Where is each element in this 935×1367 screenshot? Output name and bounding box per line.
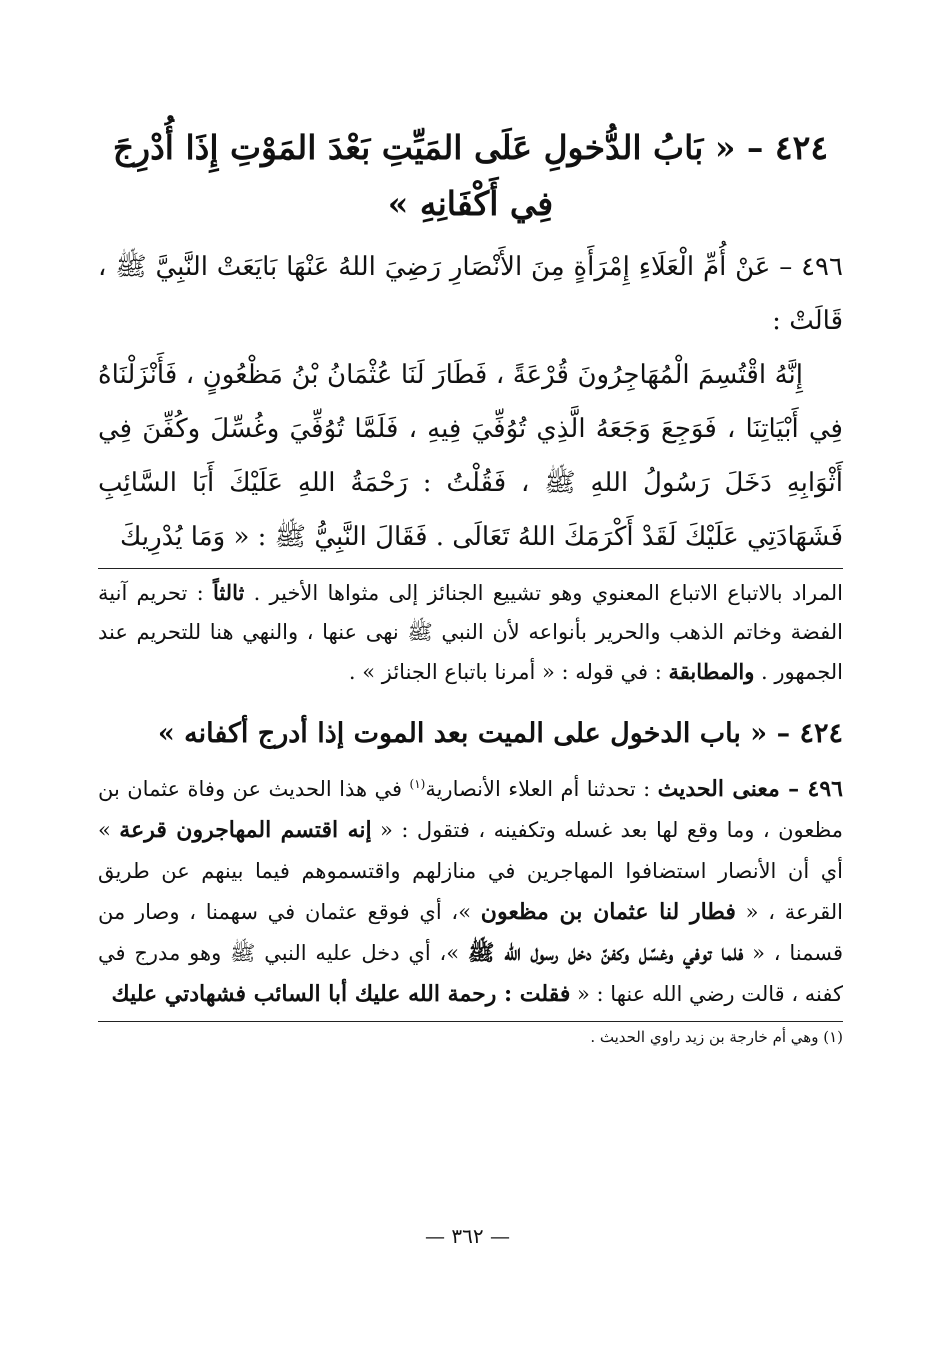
chapter-title: ٤٢٤ – « بَابُ الدُّخولِ عَلَى المَيِّتِ بَعْدَ المَوْتِ إِذَا أُدْرِجَ فِي أَكْفَانِهِ » [112,128,829,223]
quote-4: فقلت : رحمة الله عليك أبا السائب فشهادتي عليك [111,981,571,1007]
third-point-label: ثالثاً [212,580,245,605]
correspondence-label: والمطابقة [668,659,755,684]
explanation-text-1: : تحدثنا أم العلاء الأنصارية [425,777,651,801]
explanation-text-3: » أي أن الأنصار استضافوا المهاجرين في منازلهم واقتسموهم فيما بينهم عن طريق القرعة ، « [98,818,843,924]
quote-2: فطار لنا عثمان بن مظعون [480,899,736,925]
commentary-paragraph [98,573,843,692]
footnote-reference: (١) [409,777,426,791]
hadith-block [98,240,843,564]
explanation-label: ٤٩٦ – معنى الحديث [657,776,843,802]
quote-1: إنه اقتسم المهاجرون قرعة [119,817,372,843]
commentary-text-3: : في قوله : « أمرنا باتباع الجنائز » . [348,660,662,684]
commentary-text-2: : تحريم آنية الفضة وخاتم الذهب والحرير بأنواعه لأن النبي ﷺ نهى عنها ، والنهي هنا للتحريم عند الجمهور . [98,581,843,684]
hadith-intro: ٤٩٦ – عَنْ أُمِّ الْعَلَاءِ إِمْرَأَةٍ مِنَ الأَنْصَارِ رَضِيَ اللهُ عَنْهَا بَايَعَتْ النَّبِيَّ ﷺ ، قَالَتْ : [98,252,843,336]
footnote: (١) وهي أم خارجة بن زيد راوي الحديث . [590,1028,843,1046]
page-number: — ٣٦٢ — [425,1224,510,1248]
section-title: ٤٢٤ – « باب الدخول على الميت بعد الموت إذا أدرج أكفانه » [157,718,843,749]
hadith-text: إِنَّهُ اقْتُسِمَ الْمُهَاجِرُونَ قُرْعَةً ، فَطَارَ لَنَا عُثْمَانُ بْنُ مَظْعُونٍ ، فَأَنْزَلْنَاهُ فِي أَبْيَاتِنَا ، فَوَجِعَ وَجَعَهُ الَّذِي تُوُفِّيَ فِيهِ ، فَلَمَّا تُوُفِّيَ وغُسِّلَ وكُفِّنَ فِي أَثْوَابِهِ دَخَلَ رَسُولُ اللهِ ﷺ ، فَقُلْتُ : رَحْمَةُ اللهِ عَلَيْكَ أَبَا السَّائِبِ فَشَهَادَتِي عَلَيْكَ لَقَدْ أَكْرَمَكَ اللهُ تَعَالَى . فَقَالَ النَّبِيُّ ﷺ : « وَمَا يُدْرِيكَ [98,360,843,552]
quote-3: فلما توفي وغسّل وكفنّ دخل رسول الله ﷺ [467,940,744,966]
explanation-paragraph [98,764,843,1015]
explanation-text-4: »، أي فوقع عثمان في سهمنا ، وصار من قسمنا ، « [98,900,843,965]
commentary-text-1: المراد بالاتباع الاتباع المعنوي وهو تشييع الجنائز إلى مثواها الأخير . [253,581,843,605]
explanation-text-2: في هذا الحديث عن وفاة عثمان بن مظعون ، وما وقع لها بعد غسله وتكفينه ، فتقول : « [98,777,843,842]
commentary-divider [98,568,843,569]
explanation-text-5: »، أي دخل عليه النبي ﷺ وهو مدرج في كفنه ، قالت رضي الله عنها : « [98,941,843,1006]
footnote-divider [98,1021,843,1022]
